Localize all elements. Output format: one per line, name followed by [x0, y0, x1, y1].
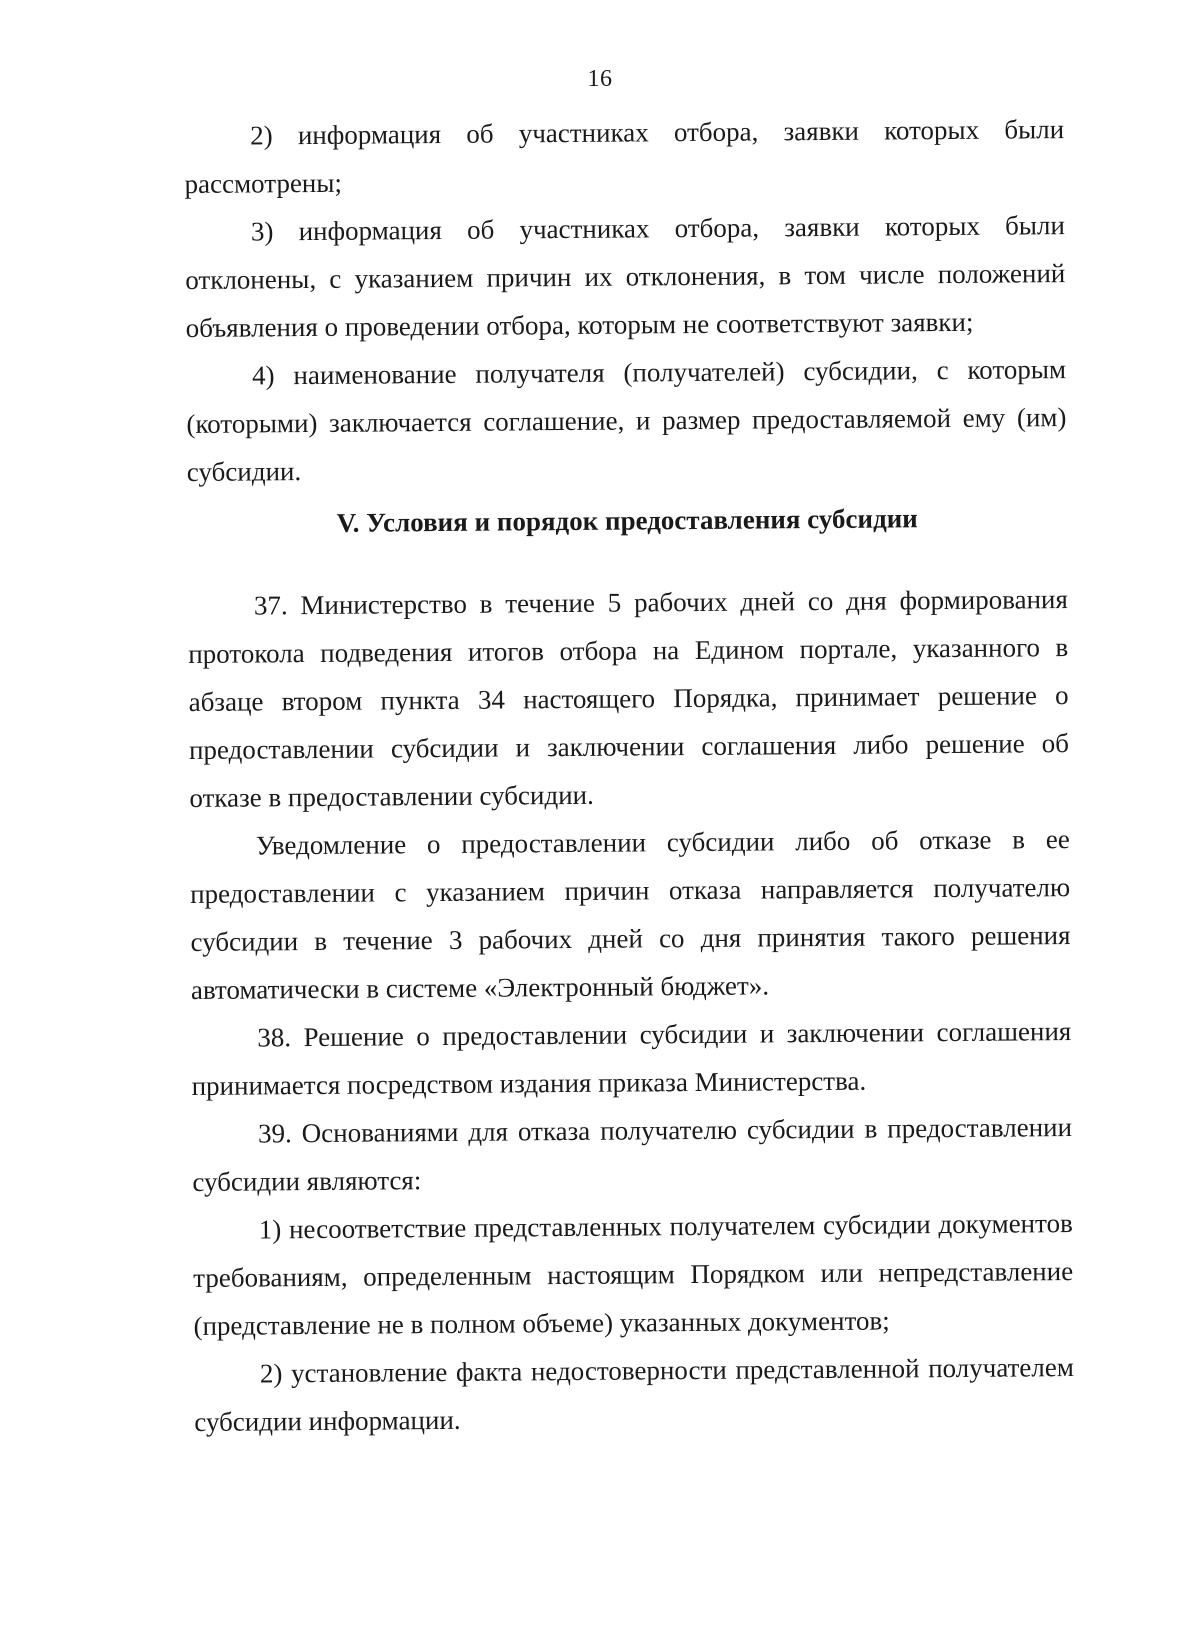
paragraph-refusal-ground-2: 2) установление факта недостоверности представленной получателем субсидии информации. — [194, 1352, 1075, 1437]
paragraph-item-3-rejected: 3) информация об участниках отбора, заявки которых были отклонены, с указанием причин их отклонения, в том числе положений объявления о проведении отбора, которым не соответствуют заявки; — [185, 210, 1066, 343]
paragraph-clause-39: 39. Основаниями для отказа получателю субсидии в предоставлении субсидии являются: — [192, 1112, 1073, 1197]
document-body — [184, 105, 1074, 1446]
page-number: 16 — [587, 66, 613, 92]
paragraph-item-2-considered: 2) информация об участниках отбора, заявки которых были рассмотрены; — [184, 114, 1065, 199]
paragraph-refusal-ground-1: 1) несоответствие представленных получателем субсидии документов требованиям, определенным настоящим Порядком или непредставление (представление не в полном объеме) указанных документов; — [193, 1208, 1074, 1341]
paragraph-clause-38: 38. Решение о предоставлении субсидии и заключении соглашения принимается посредством издания приказа Министерства. — [191, 1016, 1072, 1101]
section-heading: V. Условия и порядок предоставления субсидии — [336, 503, 918, 538]
paragraph-clause-37: 37. Министерство в течение 5 рабочих дней со дня формирования протокола подведения итогов отбора на Едином портале, указанного в абзаце втором пункта 34 настоящего Порядка, принимает решение о предоставлении субсидии и заключении соглашения либо решение об отказе в предоставлении субсидии. — [188, 584, 1070, 813]
paragraph-notification: Уведомление о предоставлении субсидии либо об отказе в ее предоставлении с указанием причин отказа направляется получателю субсидии в течение 3 рабочих дней со дня принятия такого решения автоматически в системе «Электронный бюджет». — [190, 824, 1071, 1005]
paragraph-item-4-recipient: 4) наименование получателя (получателей) субсидии, с которым (которыми) заключается соглашение, и размер предоставляемой ему (им) субсидии. — [186, 354, 1067, 487]
